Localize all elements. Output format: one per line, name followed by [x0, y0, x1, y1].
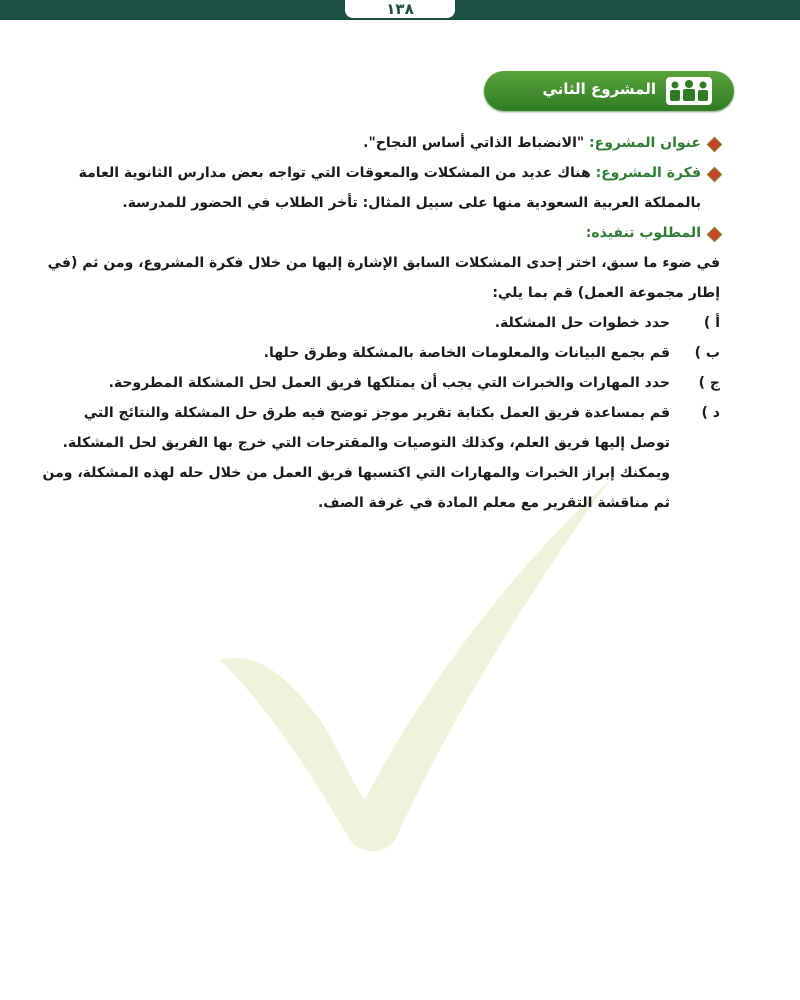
list-item — [40, 338, 720, 368]
project-title-text — [363, 128, 701, 158]
project-header-label: المشروع الثاني — [542, 80, 656, 98]
diamond-bullet-icon — [707, 227, 723, 243]
intro-paragraph: في ضوء ما سبق، اختر إحدى المشكلات السابق الإشارة إليها من خلال فكرة المشروع، ومن ثم (في إطار مجموعة العمل) قم بما يلي: — [47, 255, 720, 301]
required-label: المطلوب تنفيذه: — [585, 225, 701, 241]
list-marker: د ) — [701, 405, 720, 421]
project-idea-value: هناك عديد من المشكلات والمعوقات التي تواجه بعض مدارس الثانوية العامة بالمملكة العربية السعودية منها على سبيل المثال: تأخر الطلاب في الحضور للمدرسة. — [78, 165, 701, 211]
project-title-row — [40, 128, 720, 158]
list-marker: ج ) — [698, 375, 720, 391]
diamond-bullet-icon — [707, 137, 723, 153]
list-item — [40, 308, 720, 338]
project-idea-label: فكرة المشروع: — [595, 165, 701, 181]
list-marker: أ ) — [703, 315, 720, 331]
project-idea-row — [40, 158, 720, 218]
list-item-text: قم بمساعدة فريق العمل بكتابة تقرير موجز توضح فيه طرق حل المشكلة والنتائج التي توصل إليها فريق العلم، وكذلك التوصيات والمقترحات التي خرج بها الفريق لحل المشكلة. ويمكنك إبراز الخبرات والمهارات التي اكتسبها فريق العمل من خلال حله لهذه المشكلة، ومن ثم مناقشة التقرير مع معلم المادة في غرفة الصف. — [42, 405, 670, 511]
page-top-bar — [0, 0, 800, 20]
list-item — [40, 368, 720, 398]
list-marker: ب ) — [694, 345, 720, 361]
project-idea-text — [40, 158, 701, 218]
list-item — [40, 398, 720, 518]
diamond-bullet-icon — [707, 167, 723, 183]
project-title-label: عنوان المشروع: — [589, 135, 701, 151]
list-item-text: حدد المهارات والخبرات التي يجب أن يمتلكها فريق العمل لحل المشكلة المطروحة. — [108, 375, 670, 391]
list-item-text: قم بجمع البيانات والمعلومات الخاصة بالمشكلة وطرق حلها. — [263, 345, 670, 361]
people-group-icon — [666, 77, 712, 105]
page-number: ١٣٨ — [345, 0, 455, 18]
project-header-badge — [484, 71, 734, 111]
project-title-value: "الانضباط الذاتي أساس النجاح". — [363, 135, 590, 151]
list-item-text: حدد خطوات حل المشكلة. — [494, 315, 670, 331]
checkmark-watermark-icon — [200, 460, 620, 860]
project-content — [40, 128, 720, 518]
required-row — [40, 218, 720, 248]
